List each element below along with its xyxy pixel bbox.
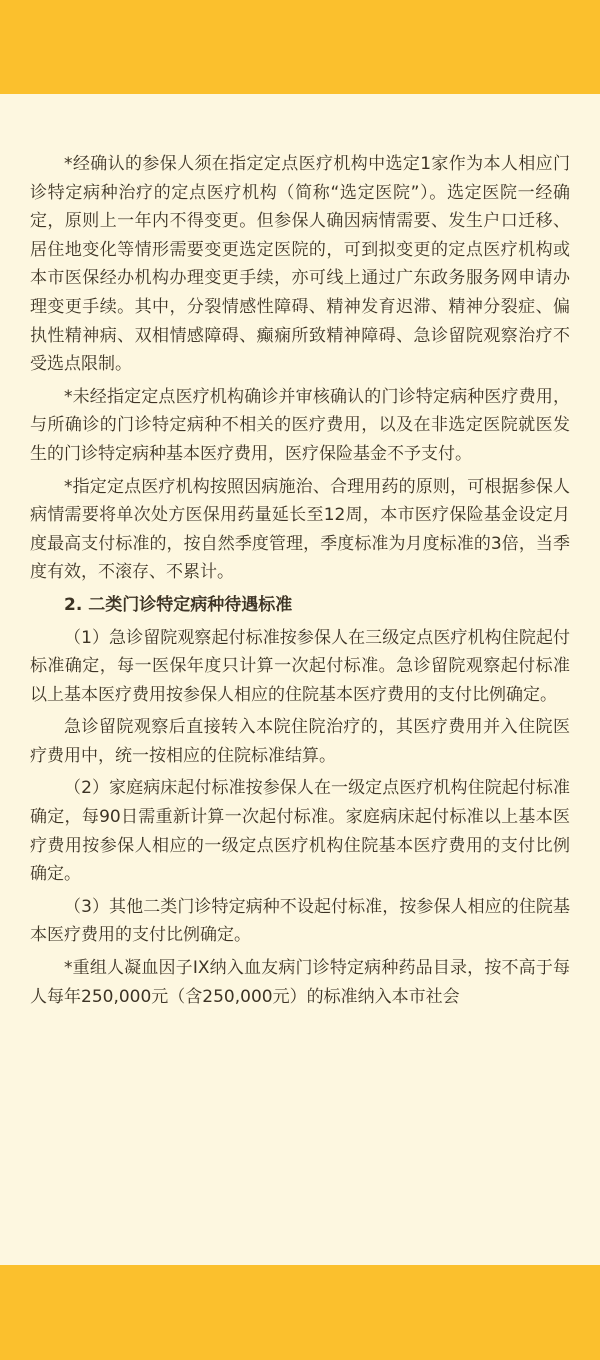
bottom-banner <box>0 1265 600 1360</box>
paragraph-prescription-limit: *指定定点医疗机构按照因病施治、合理用药的原则，可根据参保人病情需要将单次处方医保用药量延长至12周，本市医疗保险基金设定月度最高支付标准的，按自然季度管理，季度标准为月度标准的3倍，当季度有效，不滚存、不累计。 <box>30 476 570 583</box>
paragraph-emergency-observation: （1）急诊留院观察起付标准按参保人在三级定点医疗机构住院起付标准确定，每一医保年度只计算一次起付标准。急诊留院观察起付标准以上基本医疗费用按参保人相应的住院基本医疗费用的支付比例确定。 <box>30 627 570 705</box>
paragraph-other-diseases: （3）其他二类门诊特定病种不设起付标准，按参保人相应的住院基本医疗费用的支付比例确定。 <box>30 896 570 946</box>
section-heading: 2. 二类门诊特定病种待遇标准 <box>64 594 293 615</box>
top-banner <box>0 0 600 94</box>
paragraph-non-payment: *未经指定定点医疗机构确诊并审核确认的门诊特定病种医疗费用，与所确诊的门诊特定病种不相关的医疗费用，以及在非选定医院就医发生的门诊特定病种基本医疗费用，医疗保险基金不予支付。 <box>30 386 570 464</box>
paragraph-coagulation-factor: *重组人凝血因子IX纳入血友病门诊特定病种药品目录，按不高于每人每年250,000元（含250,000元）的标准纳入本市社会 <box>30 958 570 1007</box>
paragraph-home-sickbed: （2）家庭病床起付标准按参保人在一级定点医疗机构住院起付标准确定，每90日需重新计算一次起付标准。家庭病床起付标准以上基本医疗费用按参保人相应的一级定点医疗机构住院基本医疗费用的支付比例确定。 <box>30 778 570 885</box>
paragraph-emergency-transfer: 急诊留院观察后直接转入本院住院治疗的，其医疗费用并入住院医疗费用中，统一按相应的住院标准结算。 <box>30 717 570 766</box>
document-body <box>30 150 570 1011</box>
paragraph-designated-hospital: *经确认的参保人须在指定定点医疗机构中选定1家作为本人相应门诊特定病种治疗的定点医疗机构（简称“选定医院”）。选定医院一经确定，原则上一年内不得变更。但参保人确因病情需要、发生户口迁移、居住地变化等情形需要变更选定医院的，可到拟变更的定点医疗机构或本市医保经办机构办理变更手续，亦可线上通过广东政务服务网申请办理变更手续。其中，分裂情感性障碍、精神发育迟滞、精神分裂症、偏执性精神病、双相情感障碍、癫痫所致精神障碍、急诊留院观察治疗不受选点限制。 <box>30 154 570 375</box>
